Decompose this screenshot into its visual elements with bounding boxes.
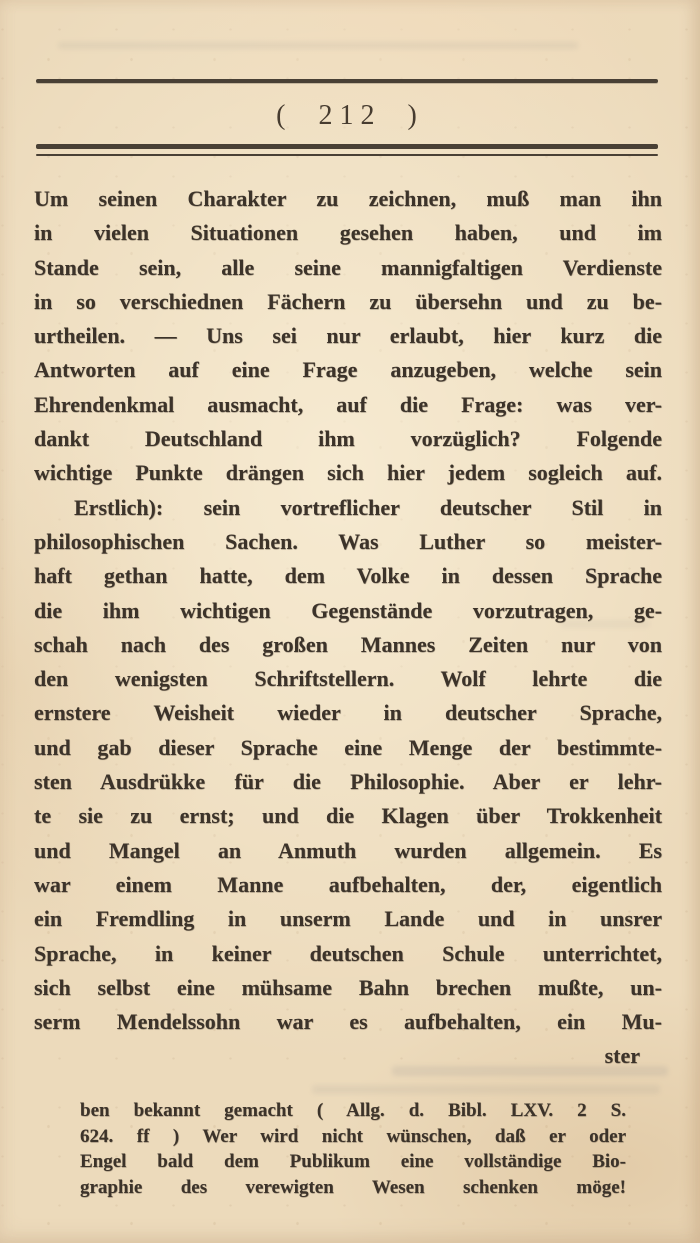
header-divider-thin	[36, 154, 658, 156]
text-line: Stande sein, alle seine mannigfaltigen Verdienste	[34, 254, 662, 280]
text-line: Antworten auf eine Frage anzugeben, welche sein	[34, 357, 662, 383]
text-line: haft gethan hatte, dem Volke in dessen Sprache	[34, 563, 662, 589]
text-line: Um seinen Charakter zu zeichnen, muß man ihn	[34, 186, 662, 211]
footnote-line: ben bekannt gemacht ( Allg. d. Bibl. LXV. 2 S.	[80, 1100, 626, 1121]
footnote	[80, 1098, 626, 1200]
text-line: ernstere Weisheit wieder in deutscher Sprache,	[34, 700, 662, 726]
text-line: te sie zu ernst; und die Klagen über Trokkenheit	[34, 803, 662, 829]
catchword: ster	[604, 1043, 640, 1069]
show-through-mark	[312, 1085, 660, 1094]
text-line: war einem Manne aufbehalten, der, eigentlich	[34, 871, 662, 897]
text-line: serm Mendelssohn war es aufbehalten, ein Mu-	[34, 1009, 662, 1035]
text-line: in so verschiednen Fächern zu übersehn und zu be-	[34, 288, 662, 314]
footnote-line: graphie des verewigten Wesen schenken möge!	[80, 1176, 626, 1198]
text-line: schah nach des großen Mannes Zeiten nur von	[34, 631, 662, 657]
header-divider-thick	[36, 144, 658, 149]
text-line-paragraph-start: Erstlich): sein vortreflicher deutscher Stil in	[74, 494, 662, 520]
text-line: und Mangel an Anmuth wurden allgemein. Es	[34, 837, 662, 863]
text-line: urtheilen. — Uns sei nur erlaubt, hier kurz die	[34, 323, 662, 349]
text-line: ein Fremdling in unserm Lande und in unsrer	[34, 906, 662, 932]
text-line: und gab dieser Sprache eine Menge der bestimmte-	[34, 734, 662, 760]
page-number: ( 212 )	[276, 100, 424, 131]
text-line: die ihm wichtigen Gegenstände vorzutragen, ge-	[34, 597, 662, 623]
text-line: sten Ausdrükke für die Philosophie. Aber er lehr-	[34, 769, 662, 795]
text-line: Ehrendenkmal ausmacht, auf die Frage: was ver-	[34, 391, 662, 417]
footnote-line: 624. ff ) Wer wird nicht wünschen, daß er oder	[80, 1125, 626, 1147]
text-line: in vielen Situationen gesehen haben, und im	[34, 220, 662, 246]
footnote-line: Engel bald dem Publikum eine vollständige Bio-	[80, 1151, 626, 1173]
header-rule-top	[36, 79, 658, 83]
text-line: den wenigsten Schriftstellern. Wolf lehrte die	[34, 666, 662, 692]
show-through-mark	[58, 42, 578, 49]
text-line: philosophischen Sachen. Was Luther so meister-	[34, 528, 662, 554]
text-line: Sprache, in keiner deutschen Schule unterrichtet,	[34, 940, 662, 966]
body-text	[34, 182, 662, 1074]
text-line: wichtige Punkte drängen sich hier jedem sogleich auf.	[34, 460, 662, 486]
text-line: dankt Deutschland ihm vorzüglich? Folgende	[34, 426, 662, 452]
text-line: sich selbst eine mühsame Bahn brechen mußte, un-	[34, 974, 662, 1000]
